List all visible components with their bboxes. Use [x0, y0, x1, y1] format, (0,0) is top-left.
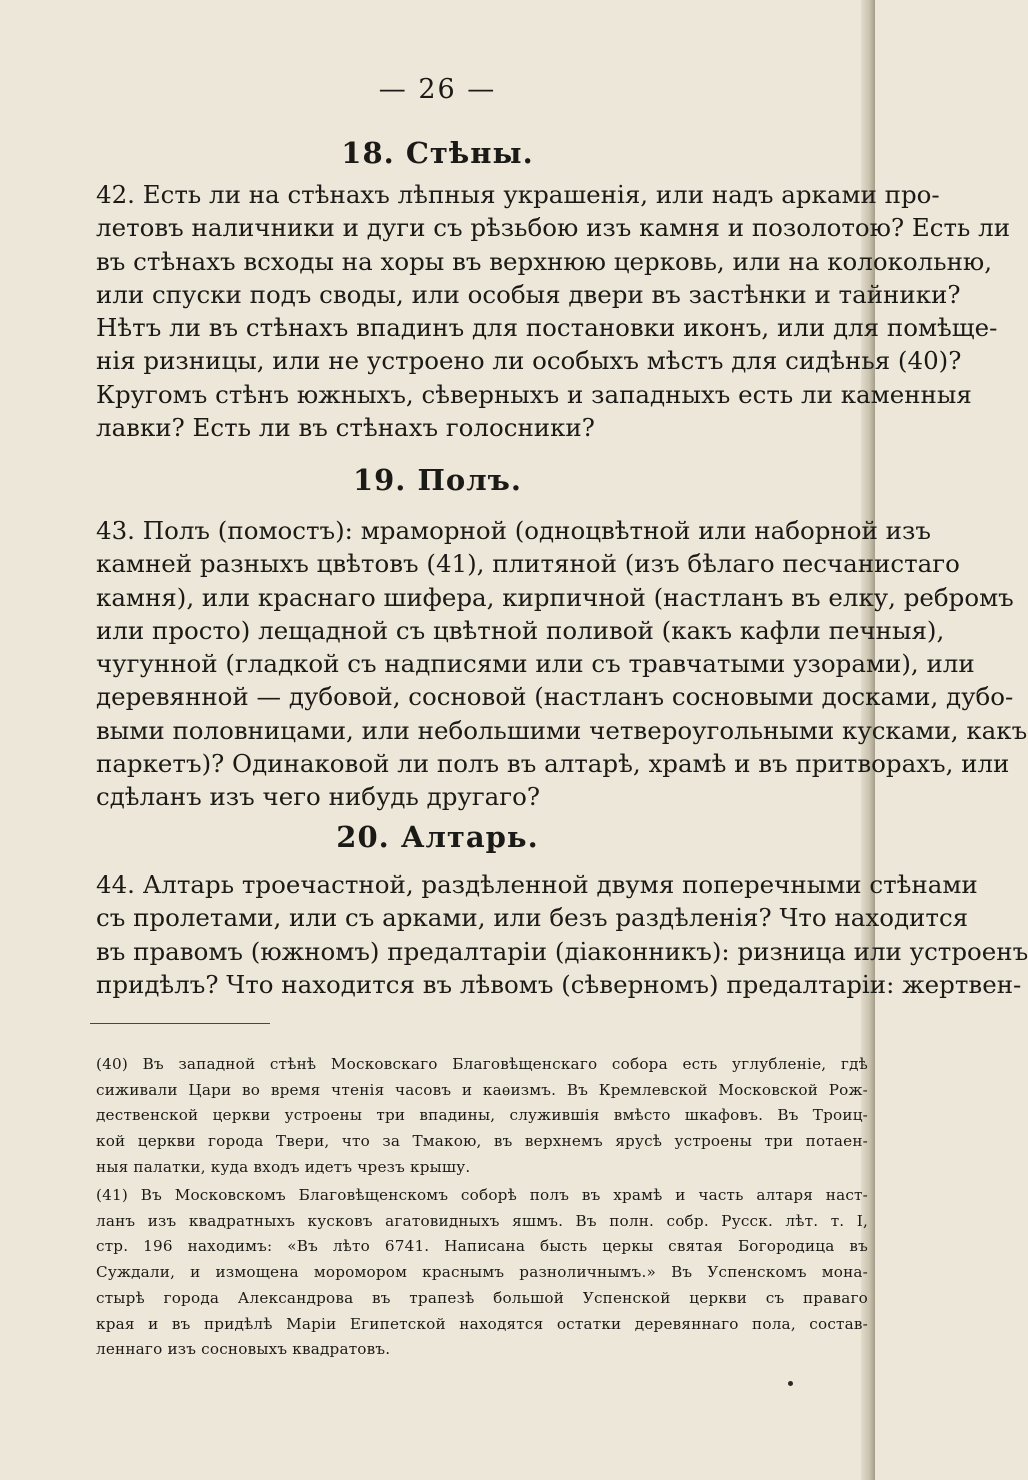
text-line: камней разныхъ цвѣтовъ (41), плитяной (изъ бѣлаго песчанистаго	[96, 549, 960, 579]
text-line: летовъ наличники и дуги съ рѣзьбою изъ камня и позолотою? Есть ли	[96, 213, 1011, 243]
footnote-line: сиживали Цари во время чтенія часовъ и каѳизмъ. Въ Кремлевской Московской Рож-	[96, 1080, 868, 1099]
footnote-40	[96, 1052, 868, 1181]
text-line: чугунной (гладкой съ надписями или съ травчатыми узорами), или	[96, 649, 975, 679]
text-line: камня), или краснаго шифера, кирпичной (настланъ въ елку, ребромъ	[96, 582, 1014, 612]
text-line: выми половницами, или небольшими четвероугольными кусками, какъ	[96, 715, 1028, 745]
page-number: — 26 —	[378, 74, 497, 105]
footnote-line: края и въ придѣлѣ Маріи Египетской находятся остатки деревяннаго пола, состав-	[96, 1314, 868, 1333]
footnote-divider	[90, 1023, 270, 1024]
footnote-line: кой церкви города Твери, что за Тмакою, въ верхнемъ ярусѣ устроены три потаен-	[96, 1132, 868, 1151]
footnote-line: дественской церкви устроены три впадины, служившія вмѣсто шкафовъ. Въ Троиц-	[96, 1106, 868, 1125]
section-heading-floor: 19. Полъ.	[352, 463, 523, 497]
footnote-line: леннаго изъ сосновыхъ квадратовъ.	[96, 1340, 391, 1359]
text-line: деревянной — дубовой, сосновой (настланъ сосновыми досками, дубо-	[96, 682, 1014, 712]
footnote-line: ныя палатки, куда входъ идетъ чрезъ крышу.	[96, 1157, 471, 1176]
text-line: или спуски подъ своды, или особыя двери въ застѣнки и тайники?	[96, 279, 961, 309]
text-line: 43. Полъ (помостъ): мраморной (одноцвѣтной или наборной изъ	[96, 516, 931, 545]
text-line: 42. Есть ли на стѣнахъ лѣпныя украшенія, или надъ арками про-	[96, 180, 940, 209]
ink-speck	[788, 1381, 793, 1386]
text-line: сдѣланъ изъ чего нибудь другаго?	[96, 782, 540, 812]
section-heading-walls: 18. Стѣны.	[341, 136, 534, 170]
footnote-41	[96, 1183, 868, 1363]
footnote-line: стр. 196 находимъ: «Въ лѣто 6741. Написана бысть церкы святая Богородица въ	[96, 1237, 868, 1256]
section-heading-altar: 20. Алтарь.	[336, 820, 539, 854]
footnote-line: (40) Въ западной стѣнѣ Московскаго Благовѣщенскаго собора есть углубленіе, гдѣ	[96, 1055, 868, 1073]
footnote-line: Суждали, и измощена моромором краснымъ разноличнымъ.» Въ Успенскомъ мона-	[96, 1263, 868, 1282]
text-line: Кругомъ стѣнъ южныхъ, сѣверныхъ и западныхъ есть ли каменныя	[96, 379, 972, 409]
paragraph-44	[96, 868, 1028, 1001]
text-line: въ стѣнахъ всходы на хоры въ верхнюю церковь, или на колокольню,	[96, 246, 993, 276]
text-line: паркетъ)? Одинаковой ли полъ въ алтарѣ, храмѣ и въ притворахъ, или	[96, 749, 1010, 779]
text-line: или просто) лещадной съ цвѣтной поливой (какъ кафли печныя),	[96, 615, 945, 645]
text-line: придѣлъ? Что находится въ лѣвомъ (сѣверномъ) предалтаріи: жертвен-	[96, 969, 1022, 999]
text-line: 44. Алтарь троечастной, раздѣленной двумя поперечными стѣнами	[96, 870, 978, 899]
footnote-line: стырѣ города Александрова въ трапезѣ большой Успенской церкви съ праваго	[96, 1288, 868, 1307]
paragraph-42	[96, 178, 1011, 444]
text-line: нія ризницы, или не устроено ли особыхъ мѣстъ для сидѣнья (40)?	[96, 346, 962, 376]
text-line: лавки? Есть ли въ стѣнахъ голосники?	[96, 413, 595, 443]
footnote-line: (41) Въ Московскомъ Благовѣщенскомъ соборѣ полъ въ храмѣ и часть алтаря наст-	[96, 1186, 868, 1204]
footnote-line: ланъ изъ квадратныхъ кусковъ агатовидныхъ яшмъ. Въ полн. собр. Русск. лѣт. т. I,	[96, 1211, 868, 1230]
text-line: съ пролетами, или съ арками, или безъ раздѣленія? Что находится	[96, 903, 969, 933]
text-line: Нѣтъ ли въ стѣнахъ впадинъ для постановки иконъ, или для помѣще-	[96, 313, 998, 343]
paragraph-43	[96, 514, 1028, 814]
text-line: въ правомъ (южномъ) предалтаріи (діаконникъ): ризница или устроенъ	[96, 936, 1028, 966]
